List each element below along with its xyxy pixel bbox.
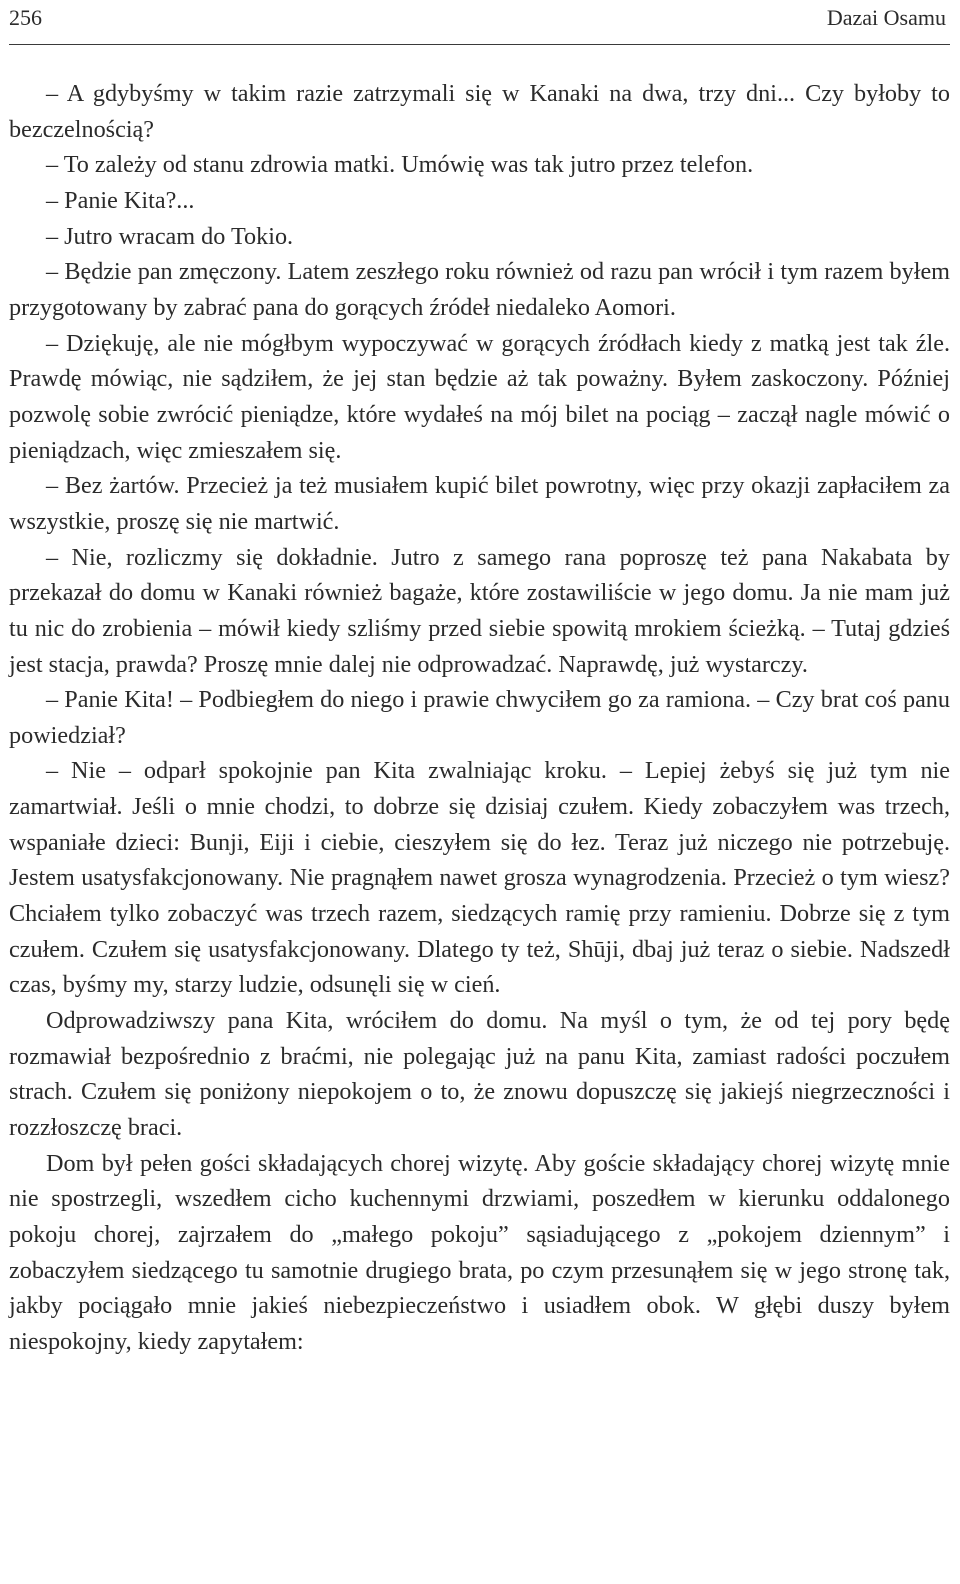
paragraph: – Nie, rozliczmy się dokładnie. Jutro z samego rana poproszę też pana Nakabata by przekazał do domu w Kanaki również bagaże, które zostawiliście w jego domu. Ja nie mam już tu nic do zrobienia – mówił kiedy szliśmy przed siebie spowitą mrokiem ścieżką. – Tutaj gdzieś jest stacja, prawda? Proszę mnie dalej nie odprowadzać. Naprawdę, już wystarczy.: [9, 543, 950, 678]
paragraph: – Panie Kita! – Podbiegłem do niego i prawie chwyciłem go za ramiona. – Czy brat coś panu powiedział?: [9, 686, 950, 749]
paragraph: – Bez żartów. Przecież ja też musiałem kupić bilet powrotny, więc przy okazji zapłaciłem za wszystkie, proszę się nie martwić.: [9, 472, 950, 535]
page-number: 256: [9, 5, 42, 30]
paragraph: – Jutro wracam do Tokio.: [46, 222, 294, 250]
paragraph: – Będzie pan zmęczony. Latem zeszłego roku również od razu pan wrócił i tym razem byłem przygotowany by zabrać pana do gorących źródeł niedaleko Aomori.: [9, 258, 950, 321]
author-name: Dazai Osamu: [826, 5, 946, 30]
paragraph: Odprowadziwszy pana Kita, wróciłem do domu. Na myśl o tym, że od tej pory będę rozmawiał bezpośrednio z braćmi, nie polegając już na panu Kita, zamiast radości poczułem strach. Czułem się poniżony niepokojem o to, że znowu dopuszczę się jakiejś niegrzeczności i rozzłoszczę braci.: [9, 1007, 950, 1142]
paragraph: Dom był pełen gości składających chorej wizytę. Aby goście składający chorej wizytę mnie nie spostrzegli, wszedłem cicho kuchennymi drzwiami, poszedłem w kierunku oddalonego pokoju chorej, zajrzałem do „małego pokoju” sąsiadującego z „pokojem dziennym” i zobaczyłem siedzącego tu samotnie drugiego brata, po czym przesunąłem się w jego stronę tak, jakby pociągało mnie jakieś niebezpieczeństwo i usiadłem obok. W głębi duszy byłem niespokojny, kiedy zapytałem:: [9, 1149, 950, 1355]
paragraph: – A gdybyśmy w takim razie zatrzymali się w Kanaki na dwa, trzy dni... Czy byłoby to bezczelnością?: [9, 80, 950, 143]
paragraph: – To zależy od stanu zdrowia matki. Umówię was tak jutro przez telefon.: [46, 151, 754, 179]
running-header: [9, 0, 950, 45]
paragraph: – Nie – odparł spokojnie pan Kita zwalniając kroku. – Lepiej żebyś się już tym nie zamartwiał. Jeśli o mnie chodzi, to dobrze się dzisiaj czułem. Kiedy zobaczyłem was trzech, wspaniałe dzieci: Bunji, Eiji i ciebie, cieszyłem się do łez. Teraz już niczego nie potrzebuję. Jestem usatysfakcjonowany. Nie pragnąłem nawet grosza wynagrodzenia. Przecież o tym wiesz? Chciałem tylko zobaczyć was trzech razem, siedzących ramię przy ramieniu. Dobrze się z tym czułem. Czułem się usatysfakcjonowany. Dlatego ty też, Shūji, dbaj już teraz o siebie. Nadszedł czas, byśmy my, starzy ludzie, odsunęli się w cień.: [9, 757, 950, 999]
paragraph: – Panie Kita?...: [46, 186, 195, 214]
paragraph: – Dziękuję, ale nie mógłbym wypoczywać w gorących źródłach kiedy z matką jest tak źle. Prawdę mówiąc, nie sądziłem, że jej stan będzie aż tak poważny. Byłem zaskoczony. Później pozwolę sobie zwrócić pieniądze, które wydałeś na mój bilet na pociąg – zaczął nagle mówić o pieniądzach, więc zmieszałem się.: [9, 329, 950, 464]
body-text: [9, 76, 950, 1360]
